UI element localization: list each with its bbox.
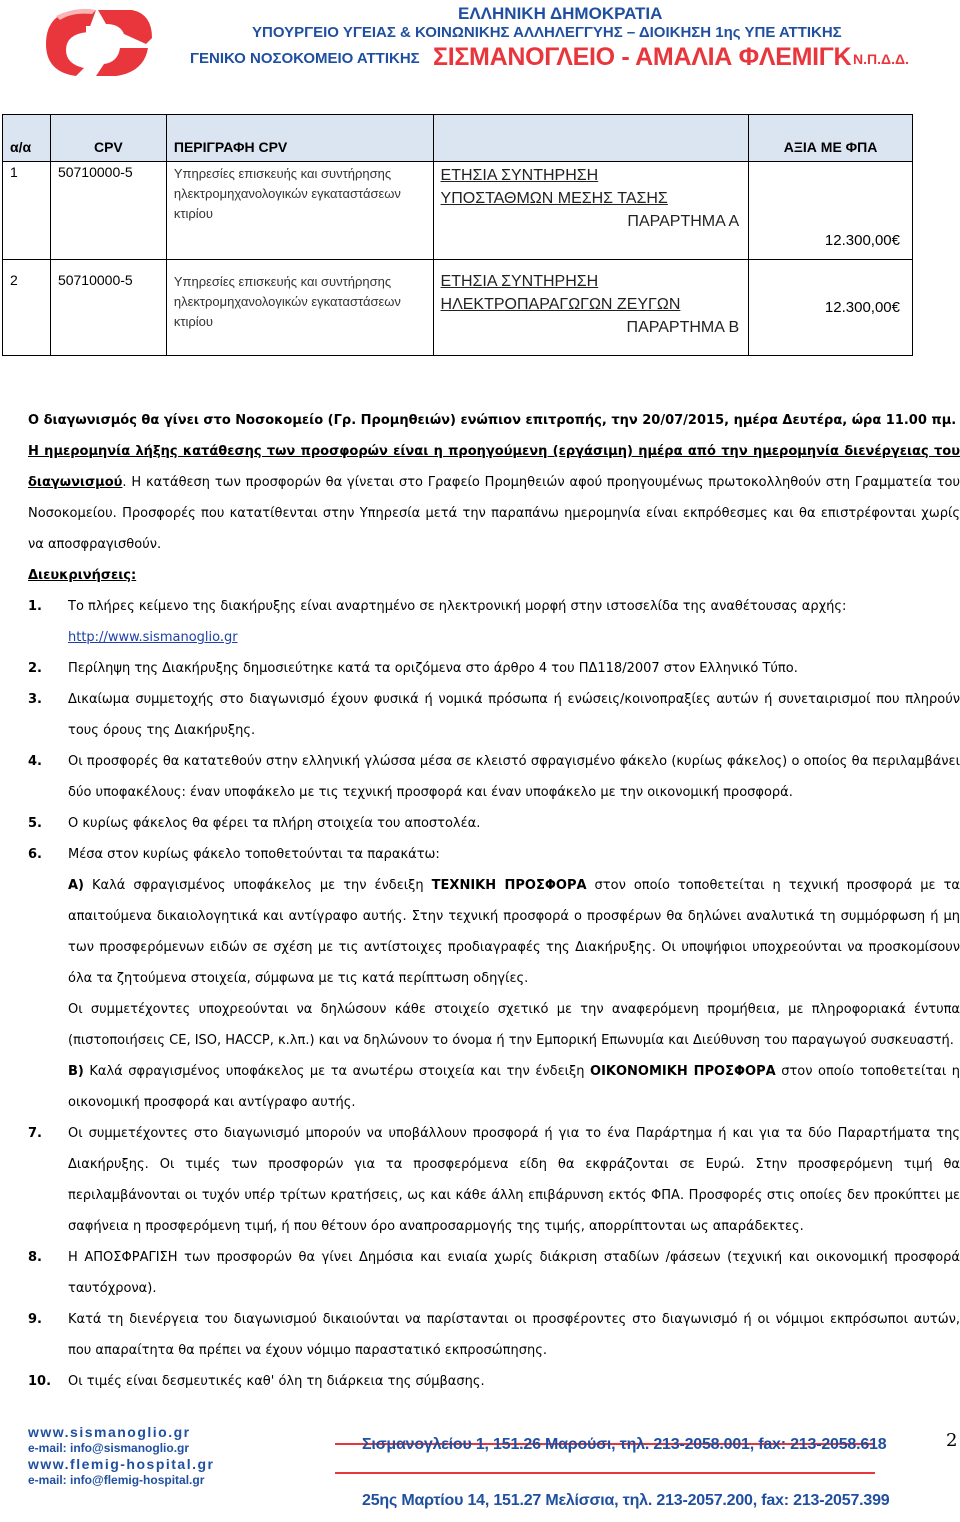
- sub-a-label: Α): [68, 878, 85, 893]
- item-text: Δικαίωμα συμμετοχής στο διαγωνισμό έχουν φυσικά ή νομικά πρόσωπα ή ενώσεις/κοινοπραξίες αυτών ή συνεταιρισμοί που πληρούν τους όρους της Διακήρυξης.: [68, 692, 960, 738]
- list-item: [28, 1366, 960, 1397]
- row-annex: ΠΑΡΑΡΤΗΜΑ Β: [626, 319, 740, 336]
- item-text: Ο κυρίως φάκελος θα φέρει τα πλήρη στοιχεία του αποστολέα.: [68, 816, 481, 831]
- row-annex: ΠΑΡΑΡΤΗΜΑ Α: [627, 213, 740, 230]
- sub-b-label: Β): [68, 1064, 84, 1079]
- header-aa: α/α: [3, 115, 51, 162]
- intro-paragraph-1: Ο διαγωνισμός θα γίνει στο Νοσοκομείο (Γρ. Προμηθειών) ενώπιον επιτροπής, την 20/07/2015, ημέρα Δευτέρα, ώρα 11.00 πμ.: [28, 413, 957, 428]
- item-text: Η ΑΠΟΣΦΡΑΓΙΣΗ των προσφορών θα γίνει Δημόσια και ενιαία χωρίς διάκριση σταδίων /φάσεων (τεχνική και οικονομική προσφορά ταυτόχρονα).: [68, 1250, 960, 1296]
- row-cpv: 50710000-5: [50, 162, 166, 260]
- submission-text: . Η κατάθεση των προσφορών θα γίνεται στο Γραφείο Προμηθειών αφού προηγουμένως πρωτοκολληθούν στη Γραμματεία του Νοσοκομείου. Προσφορές που κατατίθενται στην Υπηρεσία μετά την παραπάνω ημερομηνία είναι εκπρόθεσμες και θα επιστρέφονται χωρίς να αποσφραγισθούν.: [28, 475, 960, 552]
- footer-address-2: 25ης Μαρτίου 14, 151.27 Μελίσσια, τηλ. 213-2057.200, fax: 213-2057.399: [362, 1492, 890, 1509]
- item-number: 8.: [28, 1250, 42, 1265]
- item-number: 5.: [28, 816, 42, 831]
- row-value: [749, 162, 913, 260]
- sub-a-pre: Καλά σφραγισμένος υποφάκελος με την ένδειξη: [92, 878, 424, 893]
- sub-b-post: στον οποίο τοποθετείται η οικονομική προσφορά και αντίγραφο αυτής.: [68, 1064, 960, 1110]
- row-title-line1: ΕΤΗΣΙΑ ΣΥΝΤΗΡΗΣΗ: [440, 167, 599, 184]
- footer-email-2[interactable]: e-mail: info@flemig-hospital.gr: [28, 1473, 205, 1487]
- header-desc: ΠΕΡΙΓΡΑΦΗ CPV: [166, 115, 433, 162]
- clarifications-list: [28, 591, 960, 1397]
- list-item: [28, 746, 960, 808]
- list-item: [28, 591, 960, 653]
- footer-web-1[interactable]: www.sismanoglio.gr: [28, 1424, 191, 1440]
- footer-web-2[interactable]: www.flemig-hospital.gr: [28, 1456, 215, 1472]
- item-number: 3.: [28, 692, 42, 707]
- list-item: [28, 839, 960, 1118]
- header-empty: [433, 115, 749, 162]
- header-value: ΑΞΙΑ ΜΕ ΦΠΑ: [749, 115, 913, 162]
- list-item: [28, 1118, 960, 1242]
- intro-paragraph-2: [28, 436, 960, 560]
- row-aa: 1: [3, 162, 51, 260]
- row-value: [749, 260, 913, 356]
- row-title-line2: ΥΠΟΣΤΑΘΜΩΝ ΜΕΣΗΣ ΤΑΣΗΣ: [440, 190, 668, 207]
- header-cpv: CPV: [50, 115, 166, 162]
- table-row: [3, 162, 913, 260]
- page-number: 2: [946, 1430, 958, 1451]
- sub-b-pre: Καλά σφραγισμένος υποφάκελος με τα ανωτέρω στοιχεία και την ένδειξη: [89, 1064, 585, 1079]
- table-header-row: [3, 115, 913, 162]
- sub-item-a-para2: Οι συμμετέχοντες υποχρεούνται να δηλώσουν κάθε στοιχείο σχετικό με την αναφερόμενη προμήθεια, με πληροφοριακά έντυπα (πιστοποιήσεις CE, ISO, HACCP, κ.λπ.) και να δηλώνουν το όνομα ή την Εμπορική Επωνυμία και Διεύθυνση του παραγωγού συσκευαστή.: [68, 1002, 960, 1048]
- header-hospital-prefix: ΓΕΝΙΚΟ ΝΟΣΟΚΟΜΕΙΟ ΑΤΤΙΚΗΣ: [190, 50, 420, 67]
- list-item: [28, 653, 960, 684]
- list-item: [28, 1304, 960, 1366]
- row-aa: 2: [3, 260, 51, 356]
- website-link[interactable]: http://www.sismanoglio.gr: [68, 630, 238, 645]
- row-cpv: 50710000-5: [50, 260, 166, 356]
- table-row: [3, 260, 913, 356]
- sub-item-a: [68, 870, 960, 994]
- list-item: [28, 1242, 960, 1304]
- item-number: 2.: [28, 661, 42, 676]
- item-text: Μέσα στον κυρίως φάκελο τοποθετούνται τα παρακάτω:: [68, 847, 440, 862]
- row-title-line2: ΗΛΕΚΤΡΟΠΑΡΑΓΩΓΩΝ ΖΕΥΓΩΝ: [440, 296, 681, 313]
- financial-offer-label: ΟΙΚΟΝΟΜΙΚΗ ΠΡΟΣΦΟΡΑ: [590, 1064, 776, 1079]
- footer-divider: [335, 1472, 875, 1474]
- list-item: [28, 684, 960, 746]
- row-value-text: 12.300,00€: [824, 232, 900, 249]
- sub-item-b: [68, 1056, 960, 1118]
- header-republic: ΕΛΛΗΝΙΚΗ ΔΗΜΟΚΡΑΤΙΑ: [458, 4, 663, 23]
- item-text: Το πλήρες κείμενο της διακήρυξης είναι αναρτημένο σε ηλεκτρονική μορφή στην ιστοσελίδα της αναθέτουσας αρχής:: [68, 599, 847, 614]
- footer-address-1: Σισμανογλείου 1, 151.26 Μαρούσι, τηλ. 213-2058.001, fax: 213-2058.618: [362, 1436, 887, 1453]
- item-text: Οι τιμές είναι δεσμευτικές καθ' όλη τη διάρκεια της σύμβασης.: [68, 1374, 485, 1389]
- clarifications-heading: Διευκρινήσεις:: [28, 568, 137, 583]
- header-ministry: ΥΠΟΥΡΓΕΙΟ ΥΓΕΙΑΣ & ΚΟΙΝΩΝΙΚΗΣ ΑΛΛΗΛΕΓΓΥΗΣ – ΔΙΟΙΚΗΣΗ 1ης ΥΠΕ ΑΤΤΙΚΗΣ: [252, 24, 842, 41]
- item-text: Κατά τη διενέργεια του διαγωνισμού δικαιούνται να παρίστανται οι προσφέροντες στο διαγωνισμό ή οι νόμιμοι εκπρόσωποι αυτών, που απαραίτητα θα πρέπει να έχουν νόμιμο παραστατικό εκπροσώπησης.: [68, 1312, 960, 1358]
- technical-offer-label: ΤΕΧΝΙΚΗ ΠΡΟΣΦΟΡΑ: [431, 878, 587, 893]
- header-hospital-name: ΣΙΣΜΑΝΟΓΛΕΙΟ - ΑΜΑΛΙΑ ΦΛΕΜΙΓΚ: [433, 43, 852, 71]
- row-value-text: 12.300,00€: [824, 299, 900, 316]
- row-title-line1: ΕΤΗΣΙΑ ΣΥΝΤΗΡΗΣΗ: [440, 273, 599, 290]
- letterhead: [0, 0, 960, 84]
- sub-a-post: στον οποίο τοποθετείται η τεχνική προσφορά με τα απαιτούμενα δικαιολογητικά και αντίγραφο αυτής. Στην τεχνική προσφορά ο προσφέρων θα δηλώνει αναλυτικά τη συμμόρφωση ή μη των προσφερόμενων ειδών σε σχέση με τις αντίστοιχες προδιαγραφές της Διακήρυξης. Οι υποψήφιοι υποχρεούνται να προσκομίσουν όλα τα ζητούμενα στοιχεία, σύμφωνα με τις κατά περίπτωση οδηγίες.: [68, 878, 960, 986]
- item-number: 9.: [28, 1312, 42, 1327]
- deadline-text: Η ημερομηνία λήξης κατάθεσης των προσφορών είναι η προηγούμενη (εργάσιμη) ημέρα από την ημερομηνία διενέργειας του διαγωνισμού: [28, 444, 960, 490]
- hospital-cross-logo-icon: [36, 4, 156, 78]
- item-number: 10.: [28, 1374, 52, 1389]
- footer-email-1[interactable]: e-mail: info@sismanoglio.gr: [28, 1441, 190, 1455]
- item-text: Οι συμμετέχοντες στο διαγωνισμό μπορούν να υποβάλλουν προσφορά ή για το ένα Παράρτημα ή και για τα δύο Παραρτήματα της Διακήρυξης. Οι τιμές των προσφορών για τα προσφερόμενα είδη θα εκφράζονται σε Ευρώ. Στην προσφερόμενη τιμή θα περιλαμβάνονται οι τυχόν υπέρ τρίτων κρατήσεις, ως και κάθε άλλη επιβάρυνση εκτός ΦΠΑ. Προσφορές στις οποίες δεν προκύπτει με σαφήνεια η προσφερόμενη τιμή, ή που θέτουν όρο αναπροσαρμογής της τιμής, απορρίπτονται ως απαράδεκτες.: [68, 1126, 960, 1234]
- footer-contacts: [28, 1424, 328, 1488]
- row-desc: Υπηρεσίες επισκευής και συντήρησης ηλεκτρομηχανολογικών εγκαταστάσεων κτιρίου: [166, 260, 433, 356]
- row-title: [433, 162, 749, 260]
- header-hospital-suffix: Ν.Π.Δ.Δ.: [853, 51, 909, 67]
- item-number: 7.: [28, 1126, 42, 1141]
- item-text: Περίληψη της Διακήρυξης δημοσιεύτηκε κατά τα οριζόμενα στο άρθρο 4 του ΠΔ118/2007 στον Ελληνικό Τύπο.: [68, 661, 798, 676]
- row-title: [433, 260, 749, 356]
- row-desc: Υπηρεσίες επισκευής και συντήρησης ηλεκτρομηχανολογικών εγκαταστάσεων κτιρίου: [166, 162, 433, 260]
- notice-body: [28, 405, 960, 1397]
- list-item: [28, 808, 960, 839]
- item-number: 1.: [28, 599, 42, 614]
- item-text: Οι προσφορές θα κατατεθούν στην ελληνική γλώσσα μέσα σε κλειστό σφραγισμένο φάκελο (κυρίως φάκελος) ο οποίος θα περιλαμβάνει δύο υποφακέλους: έναν υποφάκελο με τις τεχνική προσφορά και έναν υποφάκελο με την οικονομική προσφορά.: [68, 754, 960, 800]
- item-number: 4.: [28, 754, 42, 769]
- cpv-table: [2, 114, 913, 356]
- item-number: 6.: [28, 847, 42, 862]
